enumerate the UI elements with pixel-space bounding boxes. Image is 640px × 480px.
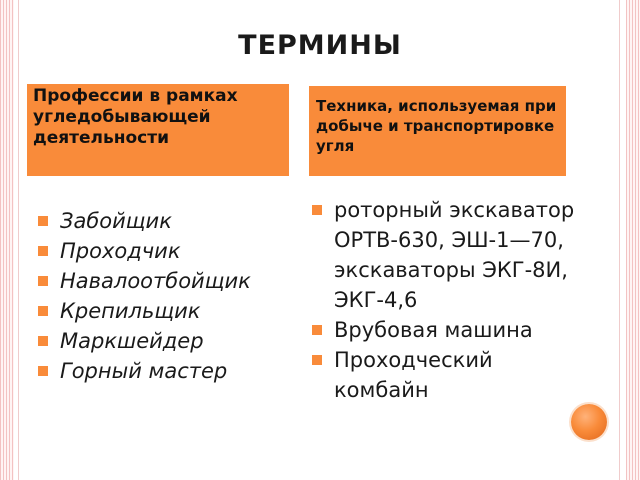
list-item-text: Забойщик: [60, 209, 172, 233]
list-item-text: Проходческий комбайн: [334, 348, 493, 402]
square-bullet-icon: [312, 355, 322, 365]
list-item: [310, 195, 590, 315]
circle-nav-icon[interactable]: [571, 404, 607, 440]
list-item: [36, 236, 276, 266]
square-bullet-icon: [38, 306, 48, 316]
list-item-text: Маркшейдер: [60, 329, 204, 353]
professions-header: Профессии в рамках угледобывающей деятельности: [27, 84, 289, 176]
right-border-stripes: [626, 0, 640, 480]
list-item: [36, 326, 276, 356]
professions-list: [36, 206, 276, 386]
list-item-text: Крепильщик: [60, 299, 201, 323]
list-item: [36, 266, 276, 296]
square-bullet-icon: [38, 276, 48, 286]
square-bullet-icon: [38, 366, 48, 376]
list-item-text: Горный мастер: [60, 359, 228, 383]
list-item-text: Проходчик: [60, 239, 181, 263]
square-bullet-icon: [38, 336, 48, 346]
square-bullet-icon: [38, 216, 48, 226]
slide-title: ТЕРМИНЫ: [238, 30, 402, 61]
square-bullet-icon: [312, 325, 322, 335]
list-item-text: Навалоотбойщик: [60, 269, 251, 293]
square-bullet-icon: [312, 205, 322, 215]
list-item-text: Врубовая машина: [334, 318, 533, 342]
square-bullet-icon: [38, 246, 48, 256]
list-item: [36, 296, 276, 326]
list-item: [36, 206, 276, 236]
list-item: [36, 356, 276, 386]
list-item: [310, 315, 590, 345]
list-item-text: роторный экскаватор ОРТВ-630, ЭШ-1—70, экскаваторы ЭКГ-8И, ЭКГ-4,6: [334, 198, 575, 312]
list-item: [310, 345, 590, 405]
equipment-header: Техника, используемая при добыче и транспортировке угля: [309, 86, 566, 176]
equipment-list: [310, 195, 590, 405]
left-border-stripes: [0, 0, 14, 480]
